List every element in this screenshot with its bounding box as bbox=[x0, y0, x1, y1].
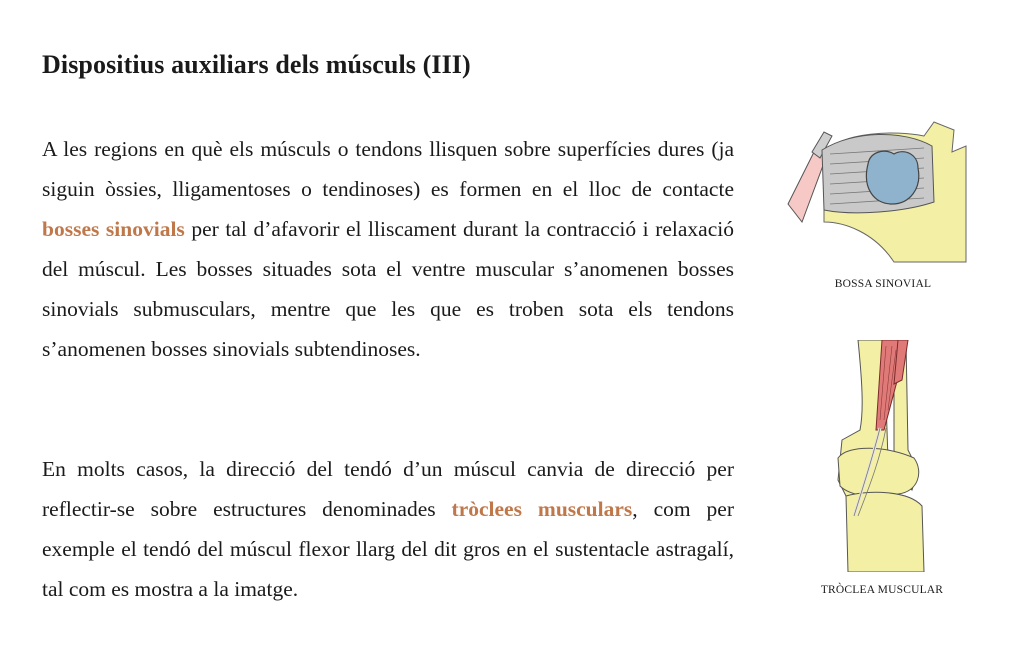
paragraph-text: En molts casos, la direcció del tendó d’un múscul canvia de direcció per reflectir-se sobre estructures denominades bbox=[42, 457, 734, 521]
muscular-trochlea-illustration bbox=[828, 340, 932, 572]
highlight-term-bursae: bosses sinovials bbox=[42, 217, 185, 241]
page-title: Dispositius auxiliars dels músculs (III) bbox=[42, 50, 471, 79]
paragraph-bursae bbox=[42, 129, 734, 369]
figure-caption-trochlea: TRÒCLEA MUSCULAR bbox=[820, 584, 944, 596]
figure-caption-bursa: BOSSA SINOVIAL bbox=[834, 278, 932, 290]
synovial-bursa-illustration bbox=[784, 112, 968, 272]
paragraph-trochlea bbox=[42, 449, 734, 609]
paragraph-text: A les regions en què els músculs o tendons llisquen sobre superfícies dures (ja siguin òssies, lligamentoses o tendinoses) es formen en el lloc de contacte bbox=[42, 137, 734, 201]
paragraph-text: per tal d’afavorir el lliscament durant la contracció i relaxació del múscul. Les bosses situades sota el ventre muscular s’anomenen bosses sinovials submusculars, mentre que les que es troben sota els tendons s’anomenen bosses sinovials subtendinoses. bbox=[42, 217, 734, 361]
highlight-term-trochlea: tròclees musculars bbox=[451, 497, 633, 521]
paragraph-text: , com per exemple el tendó del múscul flexor llarg del dit gros en el sustentacle astragalí, tal com es mostra a la imatge. bbox=[42, 497, 734, 601]
